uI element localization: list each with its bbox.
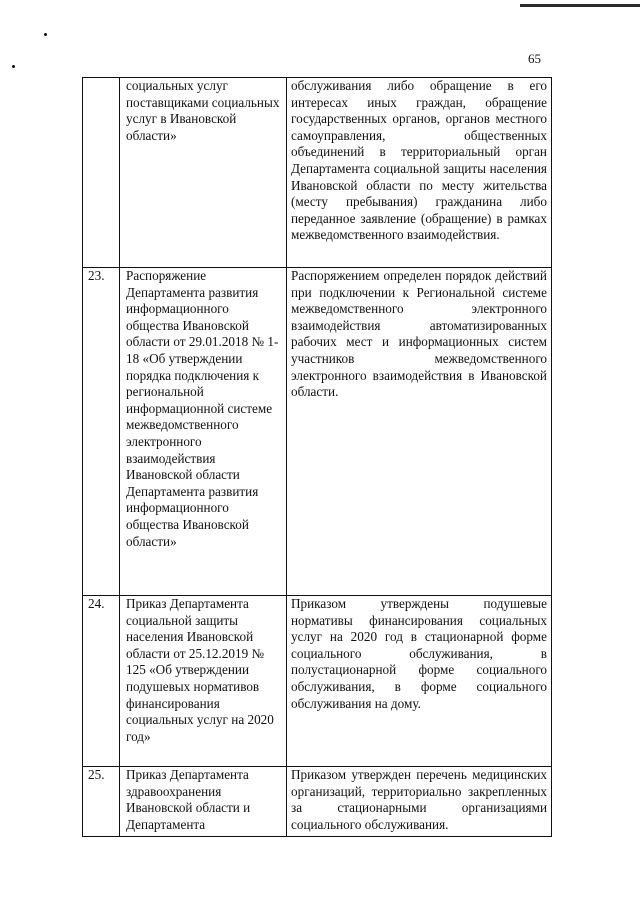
- document-title: Приказ Департамента социальной защиты населения Ивановской области от 25.12.2019 № 125 «Об утверждении подушевых нормативов финансирования социальных услуг на 2020 год»: [120, 596, 287, 767]
- document-description: обслуживания либо обращение в его интересах иных граждан, обращение государственных органов, органов местного самоуправления, общественных объединений в территориальный орган Департамента социальной защиты населения Ивановской области по месту жительства (месту пребывания) гражданина либо переданное заявление (обращение) в рамках межведомственного взаимодействия.: [287, 78, 552, 268]
- table-row: [83, 767, 552, 837]
- document-description: Распоряжением определен порядок действий при подключении к Региональной системе межведомственного электронного взаимодействия автоматизированных рабочих мест и информационных систем участников межведомственного электронного взаимодействия в Ивановской области.: [287, 268, 552, 596]
- document-description: Приказом утвержден перечень медицинских организаций, территориально закрепленных за стационарными организациями социального обслуживания.: [287, 767, 552, 837]
- scan-dot: [12, 65, 15, 68]
- row-number: [83, 78, 120, 268]
- table-row: [83, 596, 552, 767]
- row-number: 25.: [83, 767, 120, 837]
- page-number: 65: [528, 51, 541, 66]
- table-row: [83, 268, 552, 596]
- table-row: [83, 78, 552, 268]
- row-number: 24.: [83, 596, 120, 767]
- document-title: социальных услуг поставщиками социальных услуг в Ивановской области»: [120, 78, 287, 268]
- document-title: Приказ Департамента здравоохранения Ивановской области и Департамента: [120, 767, 287, 837]
- scan-edge-mark: [520, 4, 640, 7]
- document-description: Приказом утверждены подушевые нормативы финансирования социальных услуг на 2020 год в стационарной форме социального обслуживания, в полустационарной форме социального обслуживания, в форме социального обслуживания на дому.: [287, 596, 552, 767]
- row-number: 23.: [83, 268, 120, 596]
- scan-dot: [44, 33, 47, 36]
- document-title: Распоряжение Департамента развития информационного общества Ивановской области от 29.01.2018 № 1-18 «Об утверждении порядка подключения к региональной информационной системе межведомственного электронного взаимодействия Ивановской области Департамента развития информационного общества Ивановской области»: [120, 268, 287, 596]
- document-table: [82, 77, 552, 837]
